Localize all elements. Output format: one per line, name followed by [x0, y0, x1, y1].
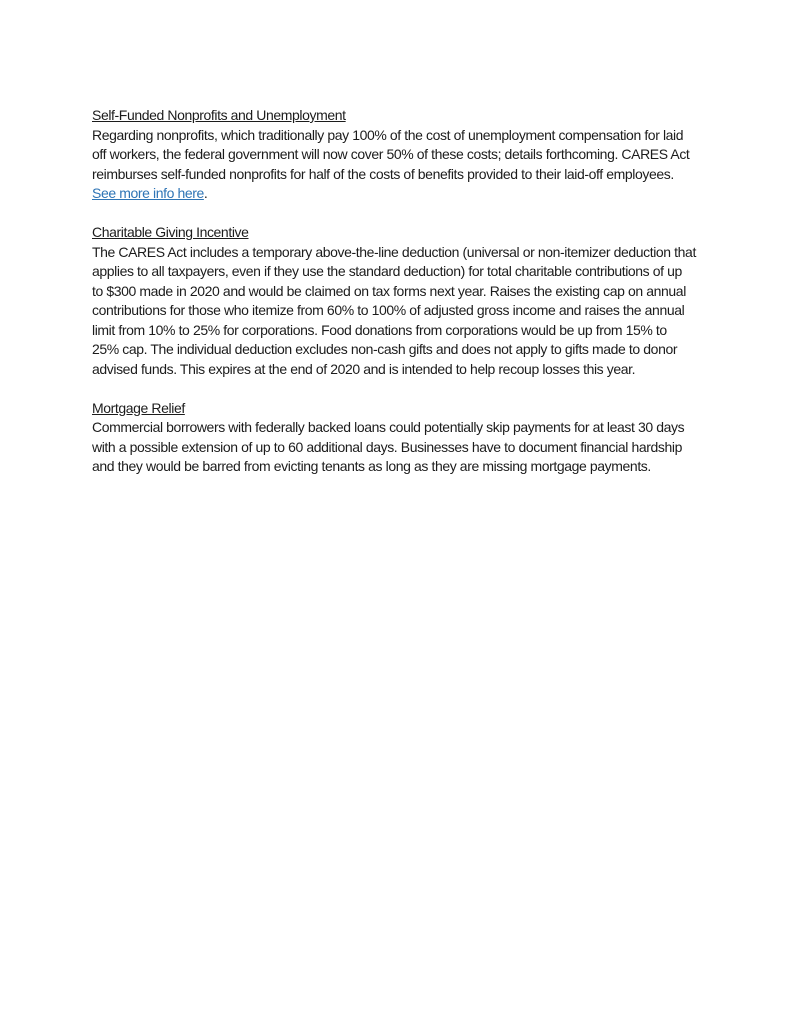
paragraph-line: contributions for those who itemize from 60% to 100% of adjusted gross income and raises the annual — [92, 302, 685, 318]
paragraph-line: Commercial borrowers with federally backed loans could potentially skip payments for at least 30 days — [92, 419, 685, 435]
document-content — [92, 106, 737, 496]
paragraph-line: to $300 made in 2020 and would be claimed on tax forms next year. Raises the existing cap on annual — [92, 282, 686, 299]
paragraph-line: off workers, the federal government will now cover 50% of these costs; details forthcoming. CARES Act — [92, 146, 690, 162]
section-heading-self-funded-nonprofits: Self-Funded Nonprofits and Unemployment — [92, 107, 346, 123]
section-charitable-giving-incentive — [92, 223, 737, 379]
paragraph-line: and they would be barred from evicting tenants as long as they are missing mortgage payments. — [92, 458, 651, 474]
section-heading-charitable-giving-incentive: Charitable Giving Incentive — [92, 224, 249, 240]
section-mortgage-relief — [92, 399, 737, 477]
section-self-funded-nonprofits — [92, 106, 737, 204]
paragraph-line: advised funds. This expires at the end of 2020 and is intended to help recoup losses this year. — [92, 360, 636, 377]
paragraph-charitable-giving-incentive — [92, 243, 737, 380]
paragraph-line: applies to all taxpayers, even if they use the standard deduction) for total charitable contributions of up — [92, 263, 682, 279]
paragraph-line: The CARES Act includes a temporary above-the-line deduction (universal or non-itemizer deduction that — [92, 243, 696, 260]
section-heading-mortgage-relief: Mortgage Relief — [92, 399, 185, 416]
paragraph-mortgage-relief — [92, 418, 737, 477]
paragraph-line: with a possible extension of up to 60 additional days. Businesses have to document financial hardship — [92, 438, 682, 455]
paragraph-self-funded-nonprofits — [92, 126, 737, 185]
paragraph-line: limit from 10% to 25% for corporations. Food donations from corporations would be up from 15% to — [92, 321, 667, 338]
paragraph-line: reimburses self-funded nonprofits for half of the costs of benefits provided to their laid-off employees. — [92, 165, 674, 182]
see-more-info-link[interactable]: See more info here — [92, 185, 204, 201]
paragraph-line: Regarding nonprofits, which traditionally pay 100% of the cost of unemployment compensation for laid — [92, 126, 684, 143]
paragraph-line — [92, 184, 737, 204]
link-suffix-period: . — [203, 185, 208, 201]
paragraph-line: 25% cap. The individual deduction excludes non-cash gifts and does not apply to gifts made to donor — [92, 341, 678, 357]
